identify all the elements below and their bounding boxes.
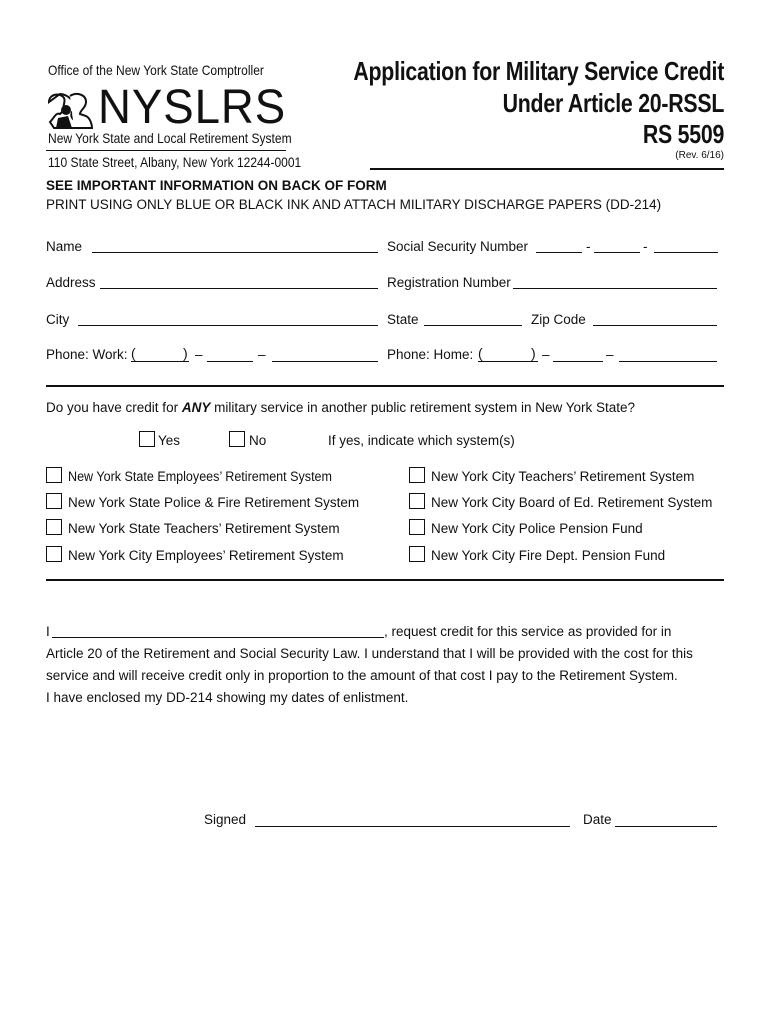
state-label: State	[387, 312, 419, 327]
question-text-after: military service in another public retirement system in New York State?	[210, 400, 636, 415]
section-divider-2	[46, 579, 724, 581]
phone-work-dash-1: –	[195, 347, 203, 362]
declaration-line1: , request credit for this service as provided for in	[384, 624, 672, 639]
system-label-nys-teachers: New York State Teachers’ Retirement System	[68, 521, 340, 536]
declaration-line3: service and will receive credit only in proportion to the amount of that cost I pay to the Retirement System.	[46, 668, 678, 683]
phone-work-number[interactable]	[272, 361, 378, 362]
system-checkbox-nyc-police[interactable]	[409, 519, 425, 535]
phone-home-label: Phone: Home:	[387, 347, 474, 362]
notice-instruction: PRINT USING ONLY BLUE OR BLACK INK AND ATTACH MILITARY DISCHARGE PAPERS (DD-214)	[46, 197, 662, 212]
signature-field[interactable]	[255, 826, 570, 827]
registration-field[interactable]	[513, 288, 717, 289]
system-label-nyc-fire: New York City Fire Dept. Pension Fund	[431, 548, 666, 563]
phone-work-label: Phone: Work:	[46, 347, 128, 362]
system-label-nys-employees: New York State Employees’ Retirement System	[68, 469, 333, 484]
applicant-name-field[interactable]	[52, 637, 384, 638]
address-label: Address	[46, 275, 96, 290]
zip-label: Zip Code	[531, 312, 586, 327]
question-emphasis: ANY	[181, 400, 211, 415]
yes-checkbox[interactable]	[139, 431, 155, 447]
ssn-dash-2: -	[643, 239, 648, 254]
phone-work-dash-2: –	[258, 347, 266, 362]
state-field[interactable]	[424, 325, 522, 326]
date-field[interactable]	[615, 826, 717, 827]
phone-work-paren-close: )	[183, 345, 188, 361]
system-label-nyc-employees: New York City Employees’ Retirement System	[68, 548, 344, 563]
header-rule	[370, 168, 724, 170]
phone-work-area-code[interactable]	[131, 361, 189, 362]
name-label: Name	[46, 239, 83, 254]
ssn-field-2[interactable]	[594, 252, 640, 253]
date-label: Date	[583, 812, 612, 827]
system-checkbox-nyc-employees[interactable]	[46, 546, 62, 562]
logo-wordmark: NYSLRS	[98, 81, 287, 134]
header-divider-thin	[46, 150, 286, 151]
zip-field[interactable]	[593, 325, 717, 326]
phone-home-paren-close: )	[531, 345, 536, 361]
if-yes-label: If yes, indicate which system(s)	[328, 433, 515, 448]
question-text-before: Do you have credit for	[46, 400, 182, 415]
no-checkbox[interactable]	[229, 431, 245, 447]
system-checkbox-nyc-teachers[interactable]	[409, 467, 425, 483]
agency-address: 110 State Street, Albany, New York 12244-0001	[48, 154, 302, 170]
phone-work-prefix[interactable]	[207, 361, 253, 362]
city-field[interactable]	[78, 325, 378, 326]
family-logo-icon	[46, 88, 96, 132]
system-checkbox-nys-teachers[interactable]	[46, 519, 62, 535]
ssn-field-1[interactable]	[536, 252, 582, 253]
phone-home-prefix[interactable]	[553, 361, 603, 362]
declaration-line4: I have enclosed my DD-214 showing my dates of enlistment.	[46, 690, 409, 705]
agency-block	[46, 60, 302, 170]
system-label-nys-police-fire: New York State Police & Fire Retirement System	[68, 495, 360, 510]
phone-home-area-code[interactable]	[478, 361, 538, 362]
address-field[interactable]	[100, 288, 378, 289]
phone-home-number[interactable]	[619, 361, 717, 362]
revision-date: (Rev. 6/16)	[675, 150, 724, 161]
notice-heading: SEE IMPORTANT INFORMATION ON BACK OF FORM	[46, 178, 387, 193]
system-checkbox-nys-employees[interactable]	[46, 467, 62, 483]
yes-label: Yes	[158, 433, 181, 448]
system-label-nyc-teachers: New York City Teachers’ Retirement System	[431, 469, 695, 484]
system-checkbox-nys-police-fire[interactable]	[46, 493, 62, 509]
system-label-nyc-police: New York City Police Pension Fund	[431, 521, 643, 536]
ssn-label: Social Security Number	[387, 239, 529, 254]
no-label: No	[249, 433, 267, 448]
form-title-line1: Application for Military Service Credit	[353, 56, 724, 86]
city-label: City	[46, 312, 70, 327]
nyslrs-logo	[46, 81, 287, 136]
system-checkbox-nyc-fire[interactable]	[409, 546, 425, 562]
phone-home-dash-1: –	[542, 347, 550, 362]
registration-label: Registration Number	[387, 275, 511, 290]
system-name: New York State and Local Retirement System	[48, 130, 292, 146]
declaration-i: I	[46, 624, 50, 639]
section-divider-1	[46, 385, 724, 387]
system-checkbox-nyc-board-ed[interactable]	[409, 493, 425, 509]
form-number: RS 5509	[642, 119, 724, 149]
phone-work-paren-open: (	[131, 345, 136, 361]
office-name: Office of the New York State Comptroller	[48, 62, 264, 78]
form-title-line2: Under Article 20-RSSL	[502, 88, 724, 118]
signed-label: Signed	[204, 812, 247, 827]
phone-home-paren-open: (	[478, 345, 483, 361]
system-label-nyc-board-ed: New York City Board of Ed. Retirement System	[431, 495, 713, 510]
ssn-dash-1: -	[586, 239, 591, 254]
phone-home-dash-2: –	[606, 347, 614, 362]
ssn-field-3[interactable]	[654, 252, 718, 253]
name-field[interactable]	[92, 252, 378, 253]
credit-question	[46, 400, 635, 415]
declaration-line2: Article 20 of the Retirement and Social Security Law. I understand that I will be provided with the cost for this	[46, 646, 693, 661]
